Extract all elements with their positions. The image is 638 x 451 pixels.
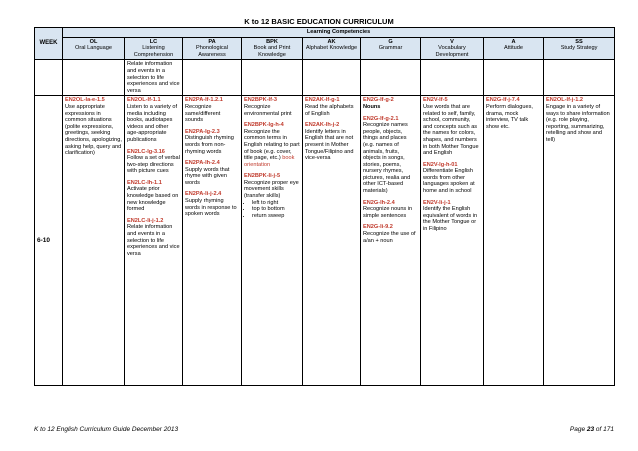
learning-competencies-row: [35, 28, 615, 38]
competency-text: Engage in a variety of ways to share information (e.g. role playing, reporting, summarizing, retelling and show and tell): [546, 103, 610, 143]
week-header: WEEK: [35, 28, 63, 60]
competency-code: EN2G-Ii-9.2: [363, 224, 393, 231]
competency-text: Use appropriate expressions in common situations (polite expressions, greetings, seeking directions, apologizing, asking help, query and clarification): [65, 103, 122, 157]
book-orientation-note: book orientation: [244, 155, 295, 168]
list-item: • left to right: [252, 200, 300, 207]
column-header-v: V Vocabulary Development: [421, 37, 484, 60]
eye-movement-list: [244, 200, 300, 220]
competency-code: EN2G-If-g-2.1: [363, 115, 399, 122]
competency-code: EN2OL-If-1.1: [127, 97, 161, 104]
competency-code: EN2BPK-Ig-h-4: [244, 122, 284, 129]
competency-code: EN2V-If-5: [423, 97, 448, 104]
competency-code: EN2PA-Ii-j-2.4: [185, 191, 222, 198]
competency-code: EN2OL-Ia-e-1.5: [65, 97, 105, 104]
list-item: • top to bottom: [252, 206, 300, 213]
competency-text: Distinguish rhyming words from non-rhyming words: [185, 135, 234, 155]
competency-text: Relate information and events in a selection to life experiences and vice versa: [127, 224, 180, 257]
competency-code: EN2LC-Ih-1.1: [127, 179, 162, 186]
footer-page-number: Page 23 of 171: [569, 426, 614, 433]
week-row: [35, 96, 615, 386]
competency-code: EN2PA-If-1.2.1: [185, 97, 223, 104]
competency-text: Identify the English equivalent of words in the Mother Tongue or in Filipino: [423, 206, 478, 233]
competency-code: EN2BPK-Ii-j-5: [244, 173, 281, 180]
competency-code: EN2PA-Ig-2.3: [185, 128, 220, 135]
competency-code: EN2PA-Ih-2.4: [185, 160, 220, 167]
competency-text: Recognize names people, objects, things and places (e.g. names of animals, fruits, objects in songs, stories, poems, nursery rhymes, pictures, realia and other ICT-based materials): [363, 122, 411, 195]
competency-code: EN2G-Ih-2.4: [363, 199, 395, 206]
ak-cell: [303, 96, 361, 386]
competency-code: EN2V-Ig-h-01: [423, 161, 458, 168]
ss-cell: [544, 96, 615, 386]
carryover-row: [35, 60, 615, 96]
a-cell: [484, 96, 544, 386]
lc-cell: [125, 96, 183, 386]
competency-code: EN2OL-If-j-1.2: [546, 97, 583, 104]
competency-code: EN2BPK-If-3: [244, 97, 277, 104]
bpk-cell: [242, 96, 303, 386]
competency-text: Identify letters in English that are not present in Mother Tongue/Filipino and vice-versa: [305, 128, 354, 162]
competency-text: Supply words that rhyme with given words: [185, 166, 230, 186]
column-header-a: A Attitude: [484, 37, 544, 60]
column-header-ol: OL Oral Language: [63, 37, 125, 60]
column-header-ak: AK Alphabet Knowledge: [303, 37, 361, 60]
competency-code: EN2AK-If-g-1: [305, 97, 340, 104]
competency-text: Recognize the common terms in English relating to part of book (e.g. cover, title page, etc.): [244, 128, 300, 162]
competency-text: Differentiate English words from other languages spoken at home and in school: [423, 168, 475, 195]
competency-text: Recognize same/different sounds: [185, 103, 221, 124]
competency-text: Recognize nouns in simple sentences: [363, 206, 413, 219]
v-cell: [421, 96, 484, 386]
subtopic-label: Nouns: [363, 103, 381, 110]
competency-code: EN2V-Ii-j-1: [423, 199, 451, 206]
competency-text: Follow a set of verbal two-step directions with picture cues: [127, 155, 180, 175]
competency-text: Listen to a variety of media including books, audiotapes videos and other age-appropriate publications: [127, 103, 178, 143]
pa-cell: [183, 96, 242, 386]
week-cell: 6-10: [35, 96, 63, 386]
competency-text: Recognize proper eye movement skills (transfer skills): [244, 179, 299, 200]
competency-text: Recognize the use of a/an + noun: [363, 231, 416, 244]
column-header-g: G Grammar: [361, 37, 421, 60]
competency-text: Recognize environmental print: [244, 103, 292, 117]
curriculum-table: [34, 27, 615, 386]
g-cell: [361, 96, 421, 386]
carryover-lc-cell: Relate information and events in a selection to life experiences and vice versa: [125, 60, 183, 96]
competency-text: Use words that are related to self, family, school, community, and concepts such as the names for colors, shapes, and numbers in both Mother Tongue and English: [423, 103, 479, 157]
learning-competencies-header: Learning Competencies: [63, 28, 615, 38]
competency-text: Read the alphabets of English: [305, 103, 354, 117]
ol-cell: [63, 96, 125, 386]
column-header-pa: PA Phonological Awareness: [183, 37, 242, 60]
competency-code: EN2G-If-g-2: [363, 97, 394, 104]
column-header-row: [35, 37, 615, 60]
competency-code: EN2LC-Ii-j-1.2: [127, 217, 164, 224]
list-item: • return sweep: [252, 213, 300, 220]
footer-document-title: K to 12 English Curriculum Guide December 2013: [34, 426, 179, 433]
column-header-ss: SS Study Strategy: [544, 37, 615, 60]
competency-code: EN2LC-Ig-3.16: [127, 148, 165, 155]
page-title: K to 12 BASIC EDUCATION CURRICULUM: [244, 17, 394, 26]
competency-code: EN2G-If-j-7.4: [486, 97, 520, 104]
column-header-lc: LC Listening Comprehension: [125, 37, 183, 60]
competency-text: Supply rhyming words in response to spoken words: [185, 198, 237, 218]
competency-code: EN2AK-Ih-j-2: [305, 122, 340, 129]
column-header-bpk: BPK Book and Print Knowledge: [242, 37, 303, 60]
competency-text: Activate prior knowledge based on new knowledge formed: [127, 186, 179, 213]
competency-text: Perform dialogues, drama, mock interview, TV talk show etc.: [486, 103, 533, 130]
